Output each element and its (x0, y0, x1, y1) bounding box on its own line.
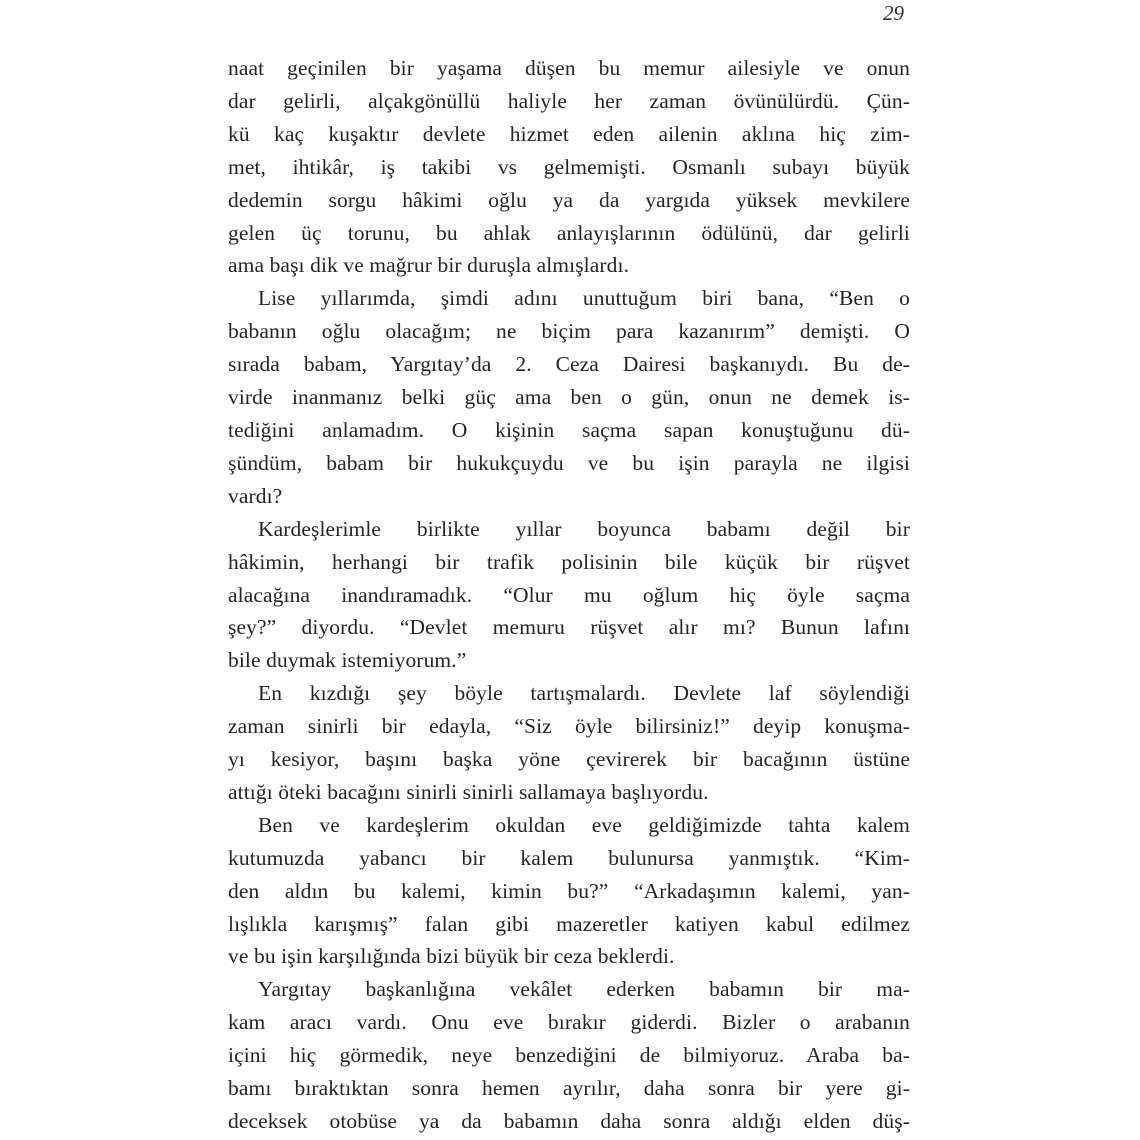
text-line: lışlıkla karışmış” falan gibi mazeretler katiyen kabul edilmez (228, 911, 910, 936)
body-text (228, 52, 910, 1138)
text-line: kutumuzda yabancı bir kalem bulunursa yanmıştık. “Kim- (228, 845, 910, 870)
text-line: kam aracı vardı. Onu eve bırakır giderdi. Bizler o arabanın (228, 1010, 910, 1035)
text-line: içini hiç görmedik, neye benzediğini de bilmiyoruz. Araba ba- (228, 1043, 910, 1068)
text-line: alacağına inandıramadık. “Olur mu oğlum hiç öyle saçma (228, 582, 910, 607)
text-line: naat geçinilen bir yaşama düşen bu memur ailesiyle ve onun (228, 56, 910, 80)
paragraph (228, 282, 910, 512)
text-line: dar gelirli, alçakgönüllü haliyle her zaman övünülürdü. Çün- (228, 88, 910, 113)
text-line: ama başı dik ve mağrur bir duruşla almışlardı. (228, 253, 630, 278)
text-line: den aldın bu kalemi, kimin bu?” “Arkadaşımın kalemi, yan- (228, 878, 910, 903)
text-line: Yargıtay başkanlığına vekâlet ederken babamın bir ma- (258, 977, 910, 1002)
text-line: En kızdığı şey böyle tartışmalardı. Devlete laf söylendiği (258, 681, 910, 706)
text-line: babanın oğlu olacağım; ne biçim para kazanırım” demişti. O (228, 319, 910, 344)
text-line: virde inanmanız belki güç ama ben o gün, onun ne demek is- (228, 385, 910, 410)
text-line: Ben ve kardeşlerim okuldan eve geldiğimizde tahta kalem (258, 812, 910, 837)
text-line: kü kaç kuşaktır devlete hizmet eden ailenin aklına hiç zim- (228, 121, 910, 146)
text-line: şey?” diyordu. “Devlet memuru rüşvet alır mı? Bunun lafını (228, 615, 910, 640)
paragraph (228, 677, 910, 809)
text-line: ve bu işin karşılığında bizi büyük bir ceza beklerdi. (228, 944, 675, 969)
text-line: bile duymak istemiyorum.” (228, 648, 467, 673)
text-line: Kardeşlerimle birlikte yıllar boyunca babamı değil bir (258, 516, 910, 541)
paragraph (228, 809, 910, 974)
text-line: vardı? (228, 483, 283, 508)
text-line: met, ihtikâr, iş takibi vs gelmemişti. Osmanlı subayı büyük (228, 154, 910, 179)
text-line: deceksek otobüse ya da babamın daha sonra aldığı elden düş- (228, 1109, 910, 1133)
paragraph (228, 513, 910, 678)
text-line: Lise yıllarımda, şimdi adını unuttuğum biri bana, “Ben o (258, 286, 910, 311)
paragraph (228, 52, 910, 282)
paragraph (228, 973, 910, 1138)
text-line: sırada babam, Yargıtay’da 2. Ceza Dairesi başkanıydı. Bu de- (228, 352, 910, 377)
text-line: bamı bıraktıktan sonra hemen ayrılır, daha sonra bir yere gi- (228, 1076, 910, 1101)
text-line: tediğini anlamadım. O kişinin saçma sapan konuştuğunu dü- (228, 417, 910, 442)
text-line: zaman sinirli bir edayla, “Siz öyle bilirsiniz!” deyip konuşma- (228, 714, 910, 739)
text-line: yı kesiyor, başını başka yöne çevirerek bir bacağının üstüne (228, 747, 910, 772)
text-line: şündüm, babam bir hukukçuydu ve bu işin parayla ne ilgisi (228, 450, 910, 475)
text-line: hâkimin, herhangi bir trafik polisinin bile küçük bir rüşvet (228, 549, 910, 574)
text-line: dedemin sorgu hâkimi oğlu ya da yargıda yüksek mevkilere (228, 187, 910, 212)
text-line: attığı öteki bacağını sinirli sinirli sallamaya başlıyordu. (228, 779, 709, 804)
text-line: gelen üç torunu, bu ahlak anlayışlarının ödülünü, dar gelirli (228, 220, 910, 245)
page-number: 29 (883, 1, 904, 25)
